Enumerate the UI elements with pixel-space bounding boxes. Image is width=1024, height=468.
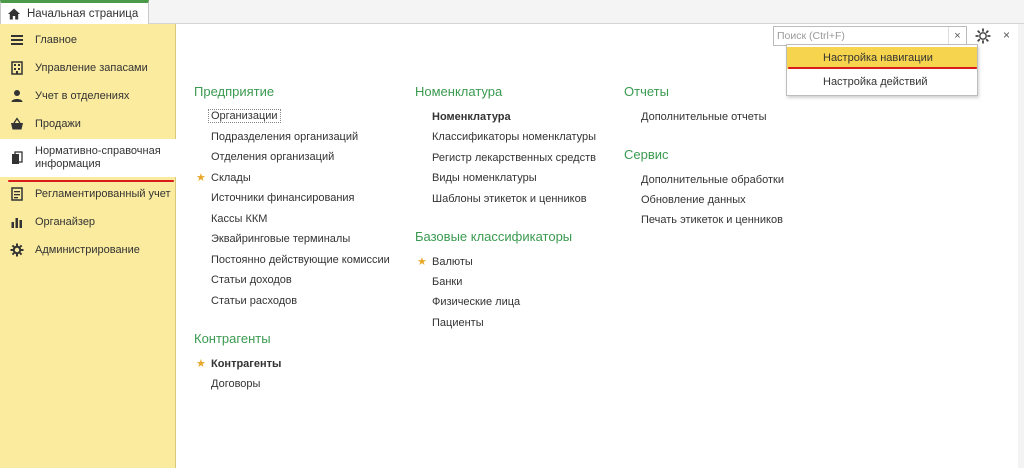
sidebar-item-label: Управление запасами <box>35 62 148 74</box>
favorite-star-icon[interactable]: ★ <box>417 256 427 268</box>
sidebar-item-prodazhi[interactable] <box>0 114 176 134</box>
link-kassy[interactable]: Кассы ККМ <box>211 213 268 225</box>
link-vidy[interactable]: Виды номенклатуры <box>432 172 537 184</box>
sidebar-item-label: Регламентированный учет <box>35 188 171 200</box>
link-shablony[interactable]: Шаблоны этикеток и ценников <box>432 193 587 205</box>
section-title-nomenklatura: Номенклатура <box>415 84 503 99</box>
basket-icon <box>10 117 24 131</box>
link-otdeleniya[interactable]: Отделения организаций <box>211 151 335 163</box>
person-icon <box>10 89 24 103</box>
sidebar-item-nsi[interactable] <box>0 139 176 177</box>
search-input[interactable] <box>774 27 948 45</box>
sidebar-item-label: Учет в отделениях <box>35 90 130 102</box>
link-registr[interactable]: Регистр лекарственных средств <box>432 152 596 164</box>
annotation-underline <box>8 180 174 182</box>
link-fiz-lica[interactable]: Физические лица <box>432 296 521 308</box>
home-tab[interactable] <box>0 0 149 24</box>
books-icon <box>10 151 24 165</box>
link-nomenklatura[interactable]: Номенклатура <box>432 111 511 123</box>
link-obnovlenie[interactable]: Обновление данных <box>641 194 746 206</box>
sidebar-item-zapasy[interactable] <box>0 58 176 78</box>
link-pechat[interactable]: Печать этикеток и ценников <box>641 214 783 226</box>
link-dogovory[interactable]: Договоры <box>211 378 261 390</box>
sidebar-item-reglament[interactable] <box>0 184 176 204</box>
warehouse-icon <box>10 61 24 75</box>
link-kontragenty[interactable]: Контрагенты <box>211 358 282 370</box>
section-title-predpriyatie: Предприятие <box>194 84 275 99</box>
link-ekvairing[interactable]: Эквайринговые терминалы <box>211 233 351 245</box>
gear-icon <box>10 243 24 257</box>
favorite-star-icon[interactable]: ★ <box>196 358 206 370</box>
link-komissii[interactable]: Постоянно действующие комиссии <box>211 254 390 266</box>
search-clear-button[interactable]: × <box>948 27 966 45</box>
section-title-otchety: Отчеты <box>624 84 669 99</box>
annotation-underline <box>788 67 977 69</box>
menu-item-nastroika-deistvii[interactable]: Настройка действий <box>823 76 928 88</box>
link-podrazdeleniya[interactable]: Подразделения организаций <box>211 131 359 143</box>
settings-popup-menu <box>786 44 978 96</box>
sidebar-item-label: Органайзер <box>35 216 96 228</box>
document-icon <box>10 187 24 201</box>
section-title-kontragenty: Контрагенты <box>194 331 271 346</box>
link-dop-obrabotki[interactable]: Дополнительные обработки <box>641 174 784 186</box>
settings-gear-icon[interactable] <box>975 28 991 44</box>
favorite-star-icon[interactable]: ★ <box>196 172 206 184</box>
link-klassifikatory[interactable]: Классификаторы номенклатуры <box>432 131 597 143</box>
sidebar-item-label: Главное <box>35 34 78 46</box>
search-box <box>773 26 967 46</box>
section-title-servis: Сервис <box>624 147 669 162</box>
menu-lines-icon <box>10 33 24 47</box>
scrollbar[interactable] <box>1018 24 1024 468</box>
link-organizacii[interactable]: Организации <box>208 109 281 123</box>
top-tab-bar <box>0 0 1024 24</box>
sidebar-item-otdeleniya[interactable] <box>0 86 176 106</box>
link-dop-otchety[interactable]: Дополнительные отчеты <box>641 111 767 123</box>
sidebar <box>0 24 176 468</box>
bar-chart-icon <box>10 215 24 229</box>
sidebar-item-organaizer[interactable] <box>0 212 176 232</box>
sidebar-item-label: Нормативно-справочная информация <box>35 145 161 170</box>
link-dohody[interactable]: Статьи доходов <box>211 274 292 286</box>
sidebar-item-glavnoe[interactable] <box>0 30 176 50</box>
link-istochniki[interactable]: Источники финансирования <box>211 192 355 204</box>
sidebar-item-label: Администрирование <box>35 244 140 256</box>
home-icon <box>7 7 21 21</box>
link-pacienty[interactable]: Пациенты <box>432 317 484 329</box>
link-valyuty[interactable]: Валюты <box>432 256 473 268</box>
link-banki[interactable]: Банки <box>432 276 463 288</box>
section-title-bazovye: Базовые классификаторы <box>415 229 573 244</box>
sidebar-item-label: Продажи <box>35 118 81 130</box>
home-tab-label: Начальная страница <box>27 7 139 20</box>
link-rashody[interactable]: Статьи расходов <box>211 295 298 307</box>
sidebar-item-admin[interactable] <box>0 240 176 260</box>
link-sklady[interactable]: Склады <box>211 172 251 184</box>
menu-item-nastroika-navigacii[interactable]: Настройка навигации <box>787 47 977 69</box>
close-button[interactable]: × <box>1003 28 1011 42</box>
